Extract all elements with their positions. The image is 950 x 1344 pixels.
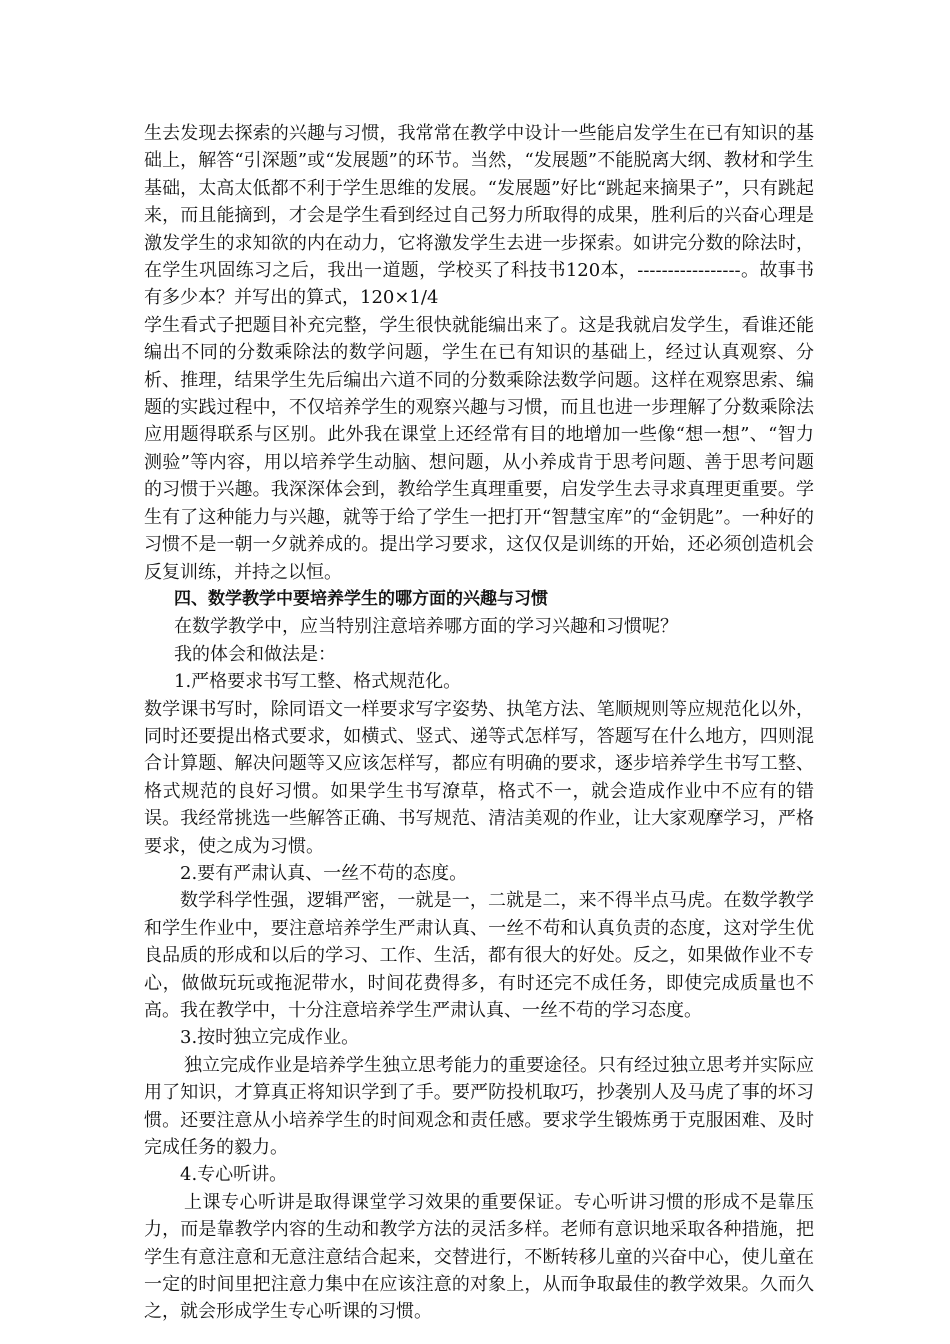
intro-question: 在数学教学中，应当特别注意培养哪方面的学习兴趣和习惯呢？ (174, 616, 678, 638)
item-4-title: 4.专心听讲。 (180, 1164, 288, 1186)
item-2-body: 数学科学性强，逻辑严密，一就是一，二就是二，来不得半点马虎。在数学教学和学生作业中，要注意培养学生严肃认真、一丝不苟和认真负责的态度，这对学生优良品质的形成和以后的学习、工作、生活，都有很大的好处。反之，如果做作业不专心，做做玩玩或拖泥带水，时间花费得多，有时还完不成任务，即使完成质量也不高。我在教学中，十分注意培养学生严肃认真、一丝不苟的学习态度。 (144, 890, 814, 1021)
item-1-body: 数学课书写时，除同语文一样要求写字姿势、执笔方法、笔顺规则等应规范化以外，同时还要提出格式要求，如横式、竖式、递等式怎样写，答题写在什么地方，四则混合计算题、解决问题等又应该怎样写，都应有明确的要求，逐步培养学生书写工整、格式规范的良好习惯。如果学生书写潦草，格式不一，就会造成作业中不应有的错误。我经常挑选一些解答正确、书写规范、清洁美观的作业，让大家观摩学习，严格要求，使之成为习惯。 (144, 698, 814, 857)
item-3-title: 3.按时独立完成作业。 (180, 1027, 360, 1049)
document-body (144, 120, 814, 1326)
item-4-body: 上课专心听讲是取得课堂学习效果的重要保证。专心听讲习惯的形成不是靠压力，而是靠教学内容的生动和教学方法的灵活多样。老师有意识地采取各种措施，把学生有意注意和无意注意结合起来，交替进行，不断转移儿童的兴奋中心，使儿童在一定的时间里把注意力集中在应该注意的对象上，从而争取最佳的教学效果。久而久之，就会形成学生专心听课的习惯。 (144, 1191, 814, 1323)
item-3-body: 独立完成作业是培养学生独立思考能力的重要途径。只有经过独立思考并实际应用了知识，才算真正将知识学到了手。要严防投机取巧，抄袭别人及马虎了事的坏习惯。还要注意从小培养学生的时间观念和责任感。要求学生锻炼勇于克服困难、及时完成任务的毅力。 (144, 1054, 814, 1159)
paragraph-students-complete-problem: 学生看式子把题目补充完整，学生很快就能编出来了。这是我就启发学生，看谁还能编出不同的分数乘除法的数学问题，学生在已有知识的基础上，经过认真观察、分析、推理，结果学生先后编出六道不同的分数乘除法数学问题。这样在观察思索、编题的实践过程中，不仅培养学生的观察兴趣与习惯，而且也进一步理解了分数乘除法应用题得联系与区别。此外我在课堂上还经常有目的地增加一些像“想一想”、“智力测验”等内容，用以培养学生动脑、想问题，从小养成肯于思考问题、善于思考问题的习惯于兴趣。我深深体会到，教给学生真理重要，启发学生去寻求真理更重要。学生有了这种能力与兴趣，就等于给了学生一把打开“智慧宝库”的“金钥匙”。一种好的习惯不是一朝一夕就养成的。提出学习要求，这仅仅是训练的开始，还必须创造机会反复训练，并持之以恒。 (144, 314, 814, 583)
item-1-title: 1.严格要求书写工整、格式规范化。 (174, 671, 462, 693)
paragraph-continuation: 生去发现去探索的兴趣与习惯，我常常在教学中设计一些能启发学生在已有知识的基础上，解答“引深题”或“发展题”的环节。当然，“发展题”不能脱离大纲、教材和学生基础，太高太低都不利于学生思维的发展。“发展题”好比“跳起来摘果子”，只有跳起来，而且能摘到，才会是学生看到经过自己努力所取得的成果，胜利后的兴奋心理是激发学生的求知欲的内在动力，它将激发学生去进一步探索。如讲完分数的除法时，在学生巩固练习之后，我出一道题，学校买了科技书120本，-----------------。故事书有多少本？并写出的算式，120×1/4 (144, 123, 814, 309)
item-2-title: 2.要有严肃认真、一丝不苟的态度。 (180, 862, 468, 884)
intro-method: 我的体会和做法是： (174, 643, 336, 665)
section-heading: 四、数学教学中要培养学生的哪方面的兴趣与习惯 (174, 588, 548, 609)
